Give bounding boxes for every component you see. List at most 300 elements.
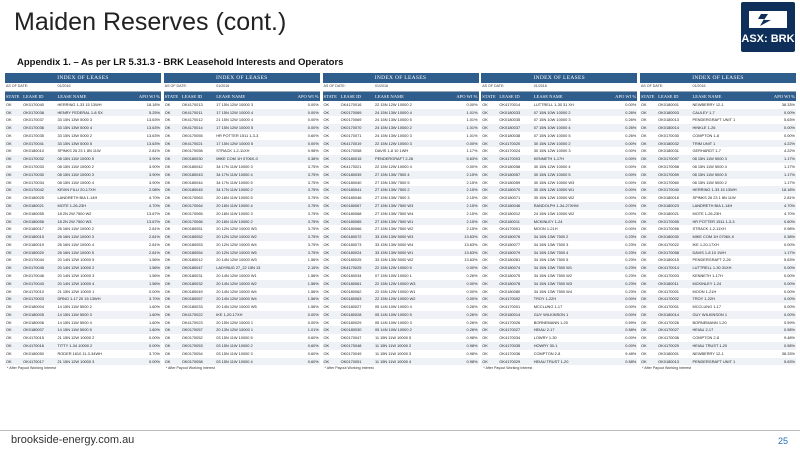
cell-state: OK	[482, 195, 488, 201]
table-row	[323, 147, 479, 155]
table-row	[323, 303, 479, 311]
cell-lease-name: 21 15N 12W 10000 3	[56, 358, 137, 366]
cell-lease-name: 34 15N 13W 7500 W1	[533, 264, 614, 272]
cell-lease-name: 33 15N 13W 5000 2	[57, 132, 93, 138]
column-header-lease-name: LEASE NAME	[215, 91, 296, 101]
table-row	[323, 249, 479, 257]
table-row	[5, 179, 161, 187]
cell-state: OK	[323, 272, 330, 278]
cell-state: OK	[5, 109, 22, 117]
cell-lease-name: MIKE COM 1H 0706X-0	[215, 155, 296, 163]
cell-apo-wi: 0.00%	[783, 132, 795, 138]
table-row	[5, 288, 161, 296]
cell-lease-id: OK0170046	[23, 272, 44, 278]
cell-lease-name: 24 15N 13W 10000 5	[374, 117, 412, 123]
cell-lease-id: OK4170016	[22, 342, 56, 350]
cell-lease-name: 20 14N 12W 10000 4	[56, 280, 137, 288]
cell-apo-wi: 0.00%	[773, 109, 796, 117]
table-row	[640, 163, 796, 171]
cell-state: OK	[323, 171, 340, 179]
cell-lease-name: 20 14N 12W 10000 W2	[215, 280, 296, 288]
cell-state: OK	[164, 210, 171, 216]
cell-apo-wi: 1.17%	[773, 249, 796, 257]
table-row	[5, 272, 161, 280]
cell-lease-id: OK0170056	[181, 148, 203, 154]
cell-state: OK	[164, 264, 181, 272]
cell-lease-name: 24 15N 13W 10000 4	[374, 109, 455, 117]
lease-table	[640, 73, 796, 365]
cell-lease-name: 33 15N 13W 5000 4	[56, 124, 137, 132]
cell-lease-id: OK4170002	[498, 295, 532, 303]
cell-state: OK	[323, 350, 330, 356]
cell-state: OK	[482, 241, 488, 247]
cell-lease-id: OK0180015	[658, 257, 679, 263]
table-row	[164, 303, 320, 311]
cell-state: OK	[164, 241, 171, 247]
cell-state: OK	[323, 249, 340, 257]
cell-lease-name: PENDERGRAFT UNIT 1	[692, 117, 736, 123]
cell-lease-name: NEWBERRY 12-1	[692, 101, 724, 107]
cell-state: OK	[481, 202, 498, 210]
cell-state: OK	[6, 117, 12, 123]
cell-lease-id: OK0170033	[23, 164, 44, 170]
cell-lease-name: HEIAU TRUST 1-20	[691, 342, 772, 350]
table-row	[481, 249, 637, 257]
cell-lease-name: HERRING 1-33 15 13WH	[691, 186, 772, 194]
cell-lease-id: OK0180068	[340, 210, 362, 216]
table-section-title: INDEX OF LEASES	[5, 73, 161, 83]
table-row	[323, 311, 479, 319]
cell-apo-wi: 0.60%	[307, 335, 319, 341]
column-header-lease-id: LEASE ID	[498, 91, 532, 101]
cell-state: OK	[640, 109, 657, 117]
cell-lease-name: 34 15N 13W 7500 W2	[533, 272, 572, 278]
cell-apo-wi: 13.63%	[146, 117, 160, 123]
cell-lease-name: NEWBERRY 12-1	[692, 350, 724, 356]
cell-apo-wi: 0.58%	[614, 326, 637, 334]
table-row	[164, 147, 320, 155]
cell-state: OK	[641, 304, 647, 310]
table-row	[323, 256, 479, 264]
cell-state: OK	[164, 109, 181, 117]
table-row	[640, 194, 796, 202]
cell-apo-wi: 1.17%	[783, 179, 795, 185]
column-header-lease-name: LEASE NAME	[374, 91, 455, 101]
cell-apo-wi: 13.63%	[138, 140, 161, 148]
cell-state: OK	[323, 295, 340, 303]
cell-lease-id: OK0180033	[181, 304, 203, 310]
cell-apo-wi: 13.67%	[138, 218, 161, 226]
cell-lease-name: 20 14N 12W 10000 W1	[216, 272, 257, 278]
table-row	[164, 334, 320, 342]
cell-state: OK	[640, 186, 657, 194]
cell-lease-name: 33 15N 13W 5000 W2	[374, 257, 414, 263]
cell-apo-wi: 0.00%	[307, 319, 319, 325]
cell-state: OK	[5, 295, 22, 303]
cell-lease-id: OK0180020	[22, 249, 56, 257]
cell-state: OK	[5, 358, 22, 366]
cell-lease-name: 17 15N 12W 10000 5	[215, 140, 296, 148]
cell-state: OK	[640, 264, 657, 272]
cell-apo-wi: 0.98%	[455, 342, 478, 350]
cell-apo-wi: 0.00%	[625, 164, 637, 170]
cell-apo-wi: 13.63%	[464, 241, 478, 247]
cell-state: OK	[482, 148, 488, 154]
column-header-apo-wi: APO WI %	[296, 91, 319, 101]
table-row	[323, 319, 479, 327]
cell-lease-id: OK0180079	[498, 249, 532, 257]
cell-apo-wi: 4.70%	[783, 210, 795, 216]
cell-lease-name: 22 15N 12W 10000 5	[374, 264, 455, 272]
table-row	[5, 218, 161, 226]
lease-table	[481, 73, 637, 365]
cell-apo-wi: 1.56%	[138, 280, 161, 288]
cell-state: OK	[164, 319, 171, 325]
cell-state: OK	[164, 226, 171, 232]
cell-lease-id: OK0180057	[181, 295, 215, 303]
cell-lease-id: OK0180019	[23, 241, 44, 247]
cell-apo-wi: 3.75%	[296, 186, 319, 194]
page-number: 25	[777, 436, 788, 446]
cell-lease-name: 11 15N 11W 10000 2	[374, 342, 455, 350]
cell-lease-id: OK4170002	[657, 295, 691, 303]
table-section-title: INDEX OF LEASES	[640, 73, 796, 83]
cell-lease-id: OK0180037	[498, 124, 532, 132]
cell-lease-name: 20 12N 12W 10000 W5	[215, 249, 296, 257]
cell-lease-name: SPINKS 26 23 1 8N 11W	[692, 195, 736, 201]
cell-apo-wi: 0.26%	[466, 319, 478, 325]
cell-lease-id: OK0180073	[340, 241, 362, 247]
cell-lease-id: OK0170036	[22, 124, 56, 132]
cell-lease-id: OK0180034	[340, 272, 362, 278]
cell-state: OK	[6, 101, 12, 107]
table-row	[323, 326, 479, 334]
cell-lease-id: OK4170025	[340, 264, 374, 272]
cell-lease-id: OK0170060	[658, 179, 679, 185]
cell-state: OK	[640, 124, 657, 132]
cell-apo-wi: 9.48%	[783, 335, 795, 341]
cell-lease-id: OK0180051	[181, 226, 203, 232]
cell-lease-name: IKE 1-20-17XH	[692, 241, 719, 247]
appendix-subtitle: Appendix 1. – As per LR 5.31.3 - BRK Leasehold Interests and Operators	[17, 57, 344, 68]
after-payout-note: * After Payout Working Interest	[642, 366, 692, 371]
cell-lease-id: OK0170053	[181, 342, 215, 350]
cell-lease-name: 22 15N 12W 10000 2	[374, 101, 412, 107]
as-of-value: 01/2016	[533, 83, 638, 91]
cell-apo-wi: 1.56%	[307, 257, 319, 263]
cell-state: OK	[640, 233, 657, 241]
table-row	[481, 288, 637, 296]
cell-lease-id: OK0170054	[181, 350, 203, 356]
cell-apo-wi: 0.00%	[614, 311, 637, 319]
cell-lease-id: OK0180046	[340, 195, 362, 201]
cell-apo-wi: 2.08%	[138, 186, 161, 194]
cell-state: OK	[6, 148, 12, 154]
cell-apo-wi: 3.75%	[296, 249, 319, 257]
cell-state: OK	[6, 179, 12, 185]
cell-state: OK	[482, 164, 488, 170]
cell-state: OK	[323, 148, 330, 154]
cell-apo-wi: 0.00%	[773, 295, 796, 303]
cell-apo-wi: 0.26%	[466, 304, 478, 310]
cell-apo-wi: 0.60%	[307, 350, 319, 356]
cell-lease-id: OK4170014	[657, 264, 691, 272]
column-header-apo-wi: APO WI %	[455, 91, 478, 101]
cell-apo-wi: 0.00%	[455, 295, 478, 303]
footer-url: brookside-energy.com.au	[11, 434, 135, 446]
cell-lease-id: OK4170029	[498, 358, 532, 366]
table-row	[481, 109, 637, 117]
cell-lease-id: OK0180013	[657, 358, 691, 366]
cell-apo-wi: 0.58%	[773, 342, 796, 350]
cell-lease-name: MOTE 1-26-23H	[56, 202, 137, 210]
cell-apo-wi: 0.26%	[625, 117, 637, 123]
as-of-value: 01/2016	[374, 83, 479, 91]
cell-lease-name: 21 15N 12W 10000 2	[57, 335, 95, 341]
cell-lease-id: OK0180017	[23, 226, 44, 232]
cell-lease-name: 34 15N 13W 7500 3	[533, 241, 569, 247]
cell-apo-wi: 0.23%	[614, 249, 637, 257]
cell-lease-name: HEIAU 2-17	[691, 326, 772, 334]
cell-lease-id: OK0180054	[181, 249, 215, 257]
cell-apo-wi: 0.23%	[625, 241, 637, 247]
cell-lease-name: RODER 1610 11-3-34WH	[57, 350, 102, 356]
table-row	[481, 179, 637, 187]
cell-lease-name: 24 15N 13W 10000 2	[374, 124, 455, 132]
cell-lease-id: OK0180007	[22, 326, 56, 334]
cell-state: OK	[323, 335, 330, 341]
cell-lease-name: 20 15N 12W 10000 1	[216, 319, 253, 325]
cell-lease-id: OK4170029	[657, 342, 691, 350]
table-row	[164, 350, 320, 358]
cell-lease-id: OK4170020	[498, 140, 532, 148]
table-row	[481, 256, 637, 264]
cell-lease-id: OK0180011	[498, 218, 532, 226]
cell-apo-wi: 1.01%	[455, 124, 478, 132]
table-row	[5, 147, 161, 155]
column-header-state: STATE	[323, 91, 340, 101]
lease-table-block	[5, 73, 161, 370]
cell-apo-wi: 5.63%	[455, 155, 478, 163]
column-header-apo-wi: APO WI %	[138, 91, 161, 101]
cell-lease-id: OK0170065	[181, 210, 203, 216]
cell-lease-id: OK0180053	[181, 241, 203, 247]
cell-lease-name: GUY WILKINSON 1	[533, 311, 614, 319]
cell-state: OK	[6, 210, 12, 216]
cell-apo-wi: 1.56%	[307, 304, 319, 310]
cell-apo-wi: 18.18%	[146, 101, 160, 107]
cell-state: OK	[164, 132, 171, 138]
cell-state: OK	[481, 358, 498, 366]
cell-lease-id: OK4170036	[499, 350, 521, 356]
cell-apo-wi: 1.60%	[148, 319, 160, 325]
cell-state: OK	[323, 124, 340, 132]
cell-lease-name: 34 15N 13W 7500 2	[533, 233, 614, 241]
cell-state: OK	[481, 171, 498, 179]
logo-label: ASX: BRK	[741, 33, 795, 45]
cell-lease-name: 22 15N 12W 10000 W2	[374, 295, 455, 303]
cell-apo-wi: 2.15%	[466, 210, 478, 216]
cell-apo-wi: 0.00%	[455, 280, 478, 288]
table-row	[5, 319, 161, 327]
table-row	[640, 171, 796, 179]
table-row	[164, 241, 320, 249]
table-row	[164, 109, 320, 117]
cell-lease-name: 03 15N 11W 10000 4	[215, 358, 296, 366]
table-row	[640, 101, 796, 109]
cell-lease-id: OK0170059	[657, 171, 691, 179]
cell-state: OK	[5, 218, 22, 226]
cell-lease-id: OK0170040	[657, 186, 691, 194]
cell-apo-wi: 0.58%	[773, 326, 796, 334]
table-row	[481, 225, 637, 233]
cell-apo-wi: 3.90%	[138, 155, 161, 163]
cell-lease-id: OK0180013	[658, 117, 679, 123]
cell-state: OK	[164, 304, 171, 310]
table-row	[5, 210, 161, 218]
cell-state: OK	[481, 249, 498, 257]
cell-lease-name: BORNEMANN 1-20	[692, 319, 727, 325]
cell-state: OK	[6, 257, 12, 263]
table-row	[640, 210, 796, 218]
cell-apo-wi: 1.56%	[138, 264, 161, 272]
cell-lease-id: OK0170064	[181, 202, 215, 210]
cell-lease-id: OK0180023	[657, 202, 691, 210]
table-row	[640, 342, 796, 350]
cell-state: OK	[164, 288, 171, 294]
cell-apo-wi: 2.81%	[148, 226, 160, 232]
cell-apo-wi: 3.75%	[307, 164, 319, 170]
cell-lease-name: 22 15N 12W 10000 W3	[374, 280, 455, 288]
table-row	[640, 358, 796, 366]
cell-state: OK	[640, 280, 657, 288]
cell-state: OK	[482, 319, 488, 325]
cell-lease-id: OK0180025	[23, 195, 44, 201]
cell-lease-name: COMPTON 1-8	[692, 132, 719, 138]
table-row	[164, 163, 320, 171]
table-row	[640, 334, 796, 342]
table-row	[481, 303, 637, 311]
cell-apo-wi: 38.33%	[781, 350, 795, 356]
cell-apo-wi: 1.56%	[296, 295, 319, 303]
cell-lease-name: 14 15N 11W 5000 2	[57, 304, 92, 310]
cell-lease-id: OK0170037	[23, 117, 44, 123]
table-row	[481, 147, 637, 155]
cell-lease-name: HEIAU TRUST 1-20	[533, 358, 614, 366]
cell-apo-wi: 0.00%	[614, 140, 637, 148]
cell-state: OK	[323, 280, 340, 288]
cell-lease-id: OK0180032	[657, 140, 691, 148]
cell-state: OK	[5, 249, 22, 257]
cell-apo-wi: 1.56%	[307, 272, 319, 278]
cell-state: OK	[164, 342, 181, 350]
cell-lease-id: OK0170057	[181, 326, 215, 334]
cell-lease-name: 26 16N 11W 10000 2	[57, 226, 94, 232]
cell-state: OK	[6, 350, 12, 356]
cell-state: OK	[482, 210, 488, 216]
cell-lease-name: 34 15N 13W 7500 5	[533, 257, 569, 263]
cell-state: OK	[164, 101, 171, 107]
table-row	[640, 272, 796, 280]
cell-lease-id: OK4170015	[23, 335, 44, 341]
table-row	[481, 186, 637, 194]
cell-apo-wi: 0.26%	[614, 124, 637, 132]
table-row	[481, 116, 637, 124]
cell-lease-name: 27 15N 13W 7500 3	[374, 195, 410, 201]
table-row	[5, 163, 161, 171]
cell-apo-wi: 4.70%	[148, 195, 160, 201]
cell-lease-name: 27 15N 13W 7500 4	[374, 171, 455, 179]
cell-state: OK	[164, 249, 181, 257]
cell-lease-name: 03 15N 11W 10000 3	[216, 350, 253, 356]
cell-state: OK	[323, 233, 340, 241]
cell-state: OK	[640, 171, 657, 179]
cell-lease-name: 34 17N 11W 10000 4	[215, 171, 296, 179]
table-row	[481, 295, 637, 303]
cell-lease-id: OK0180031	[181, 272, 203, 278]
cell-apo-wi: 1.01%	[466, 117, 478, 123]
cell-state: OK	[6, 335, 12, 341]
cell-apo-wi: 2.15%	[466, 226, 478, 232]
cell-lease-name: 20 12N 12W 10000 W3	[216, 226, 257, 232]
table-row	[5, 202, 161, 210]
cell-lease-id: OK0170045	[22, 264, 56, 272]
cell-lease-name: LADYBUG 27_22 15N 13	[215, 264, 296, 272]
cell-lease-name: 18 2N 2W 7500 W2	[57, 210, 92, 216]
column-header-state: STATE	[481, 91, 498, 101]
cell-state: OK	[5, 311, 22, 319]
table-section-title: INDEX OF LEASES	[481, 73, 637, 83]
cell-lease-id: OK4170034	[499, 335, 521, 341]
cell-lease-id: OK4170001	[499, 304, 521, 310]
cell-state: OK	[164, 140, 181, 148]
cell-lease-name: 33 15N 13W 5000 3	[57, 117, 93, 123]
column-header-lease-name: LEASE NAME	[533, 91, 614, 101]
cell-state: OK	[641, 350, 647, 356]
cell-lease-name: KENNETH 1-17H	[692, 272, 723, 278]
cell-lease-name: 20 14N 12W 10000 W4	[215, 295, 296, 303]
cell-lease-name: DRNO 1-17 20 15 13WH	[56, 295, 137, 303]
cell-lease-id: OK0170049	[340, 350, 362, 356]
cell-lease-id: OK0180011	[657, 280, 691, 288]
cell-lease-id: OK0170070	[340, 124, 374, 132]
cell-state: OK	[640, 202, 657, 210]
cell-apo-wi: 5.63%	[783, 117, 795, 123]
page-title: Maiden Reserves (cont.)	[14, 8, 287, 36]
cell-lease-id: OK0180012	[499, 210, 521, 216]
cell-apo-wi: 2.15%	[296, 264, 319, 272]
cell-apo-wi: 0.00%	[783, 304, 795, 310]
cell-state: OK	[481, 280, 498, 288]
cell-lease-name: DAVIS 1-8 10 1WH	[374, 148, 409, 154]
cell-apo-wi: 3.75%	[307, 226, 319, 232]
cell-lease-id: OK0170035	[23, 132, 44, 138]
table-row	[323, 179, 479, 187]
table-row	[323, 342, 479, 350]
cell-lease-id: OK4170003	[498, 155, 532, 163]
cell-state: OK	[164, 195, 171, 201]
cell-apo-wi: 0.00%	[455, 140, 478, 148]
cell-apo-wi: 0.00%	[148, 335, 160, 341]
cell-lease-id: OK0180067	[340, 202, 374, 210]
table-row	[164, 233, 320, 241]
cell-apo-wi: 0.23%	[625, 288, 637, 294]
cell-state: OK	[5, 124, 22, 132]
cell-lease-name: GUY WILKINSON 1	[691, 311, 772, 319]
cell-apo-wi: 0.98%	[466, 335, 478, 341]
cell-apo-wi: 0.00%	[625, 335, 637, 341]
cell-lease-name: STRACK 1-2-11XH	[216, 148, 250, 154]
